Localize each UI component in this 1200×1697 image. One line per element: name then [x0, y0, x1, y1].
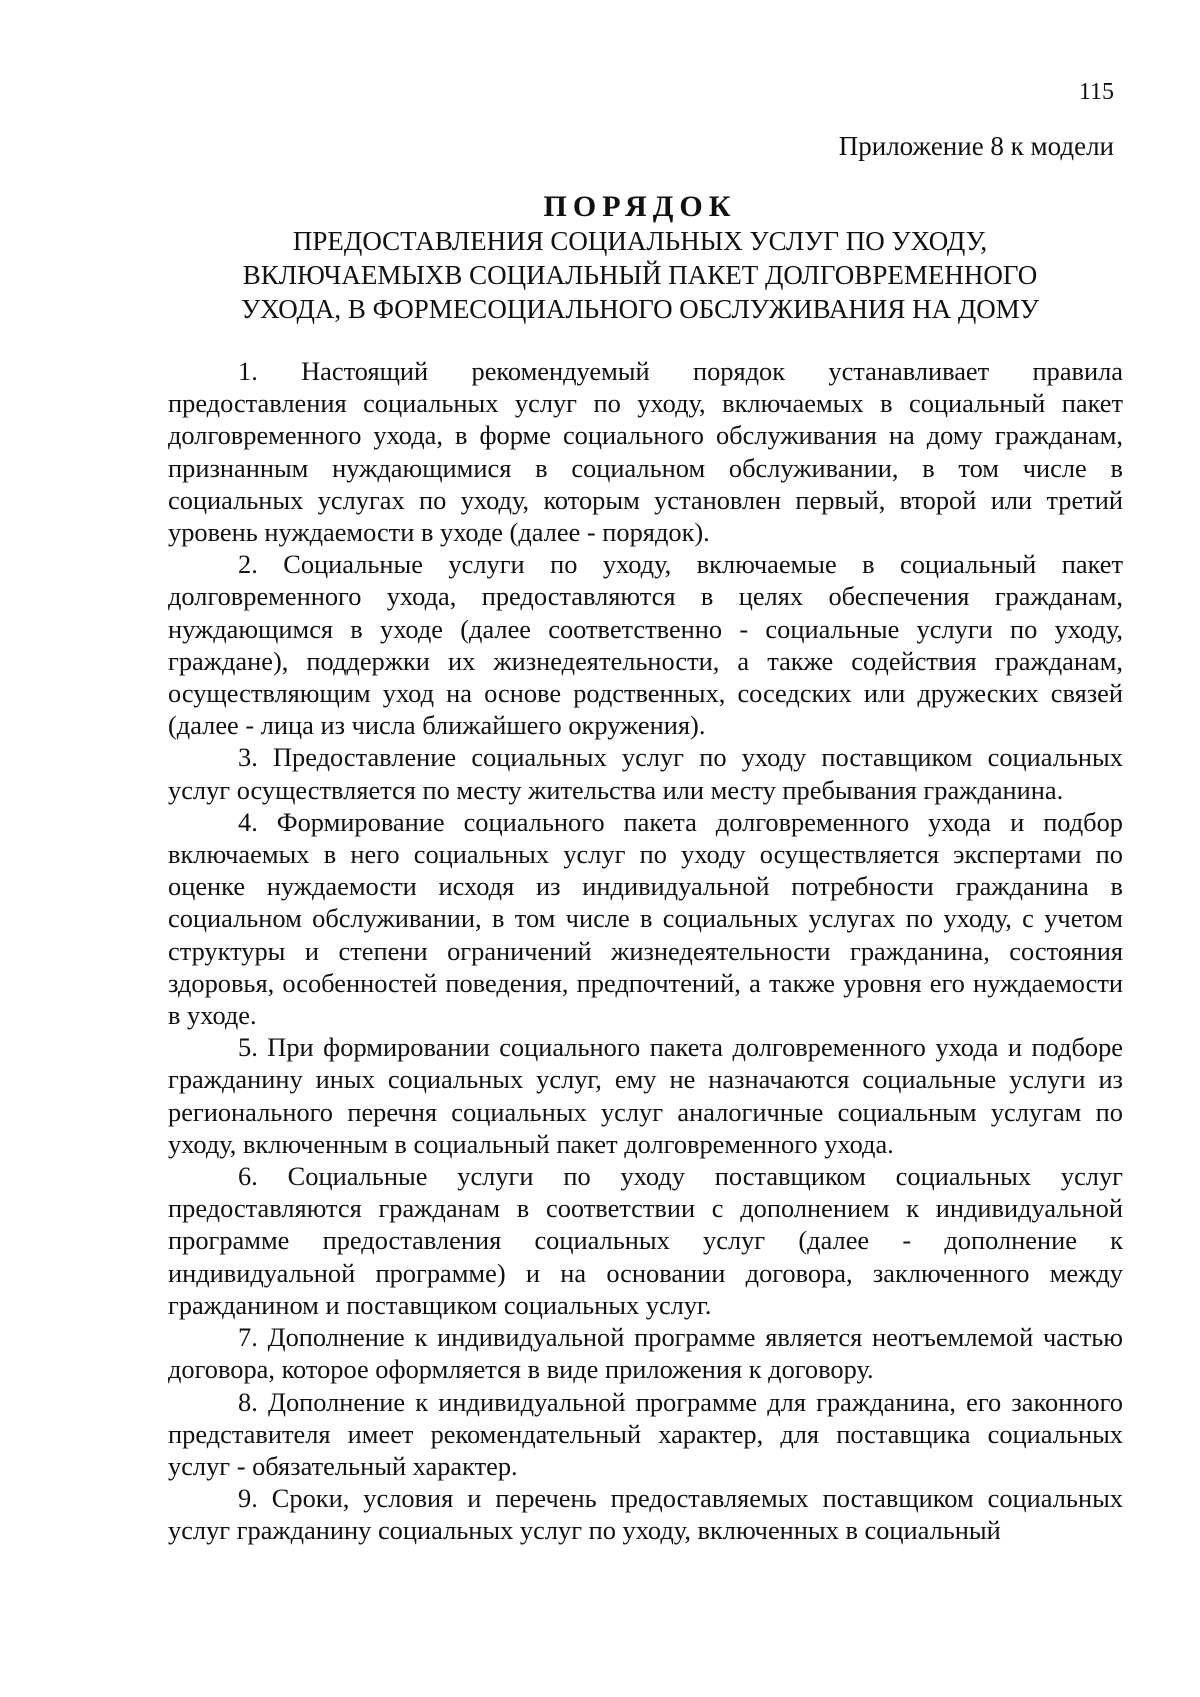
title-main: ПОРЯДОК	[543, 190, 737, 223]
document-title	[150, 190, 1130, 326]
paragraph-4: 4. Формирование социального пакета долговременного ухода и подбор включаемых в него социальных услуг по уходу осуществляется экспертами по оценке нуждаемости исходя из индивидуальной потребности гражданина в социальном обслуживании, в том числе в социальных услугах по уходу, с учетом структуры и степени ограничений жизнедеятельности гражданина, состояния здоровья, особенностей поведения, предпочтений, а также уровня его нуждаемости в уходе.	[168, 806, 1123, 1031]
paragraph-3: 3. Предоставление социальных услуг по уходу поставщиком социальных услуг осуществляется по месту жительства или месту пребывания гражданина.	[168, 742, 1123, 805]
paragraph-8: 8. Дополнение к индивидуальной программе для гражданина, его законного представителя имеет рекомендательный характер, для поставщика социальных услуг - обязательный характер.	[168, 1386, 1123, 1481]
title-line: ВКЛЮЧАЕМЫХВ СОЦИАЛЬНЫЙ ПАКЕТ ДОЛГОВРЕМЕННОГО	[242, 260, 1038, 290]
paragraph-5: 5. При формировании социального пакета долговременного ухода и подборе гражданину иных социальных услуг, ему не назначаются социальные услуги из регионального перечня социальных услуг аналогичные социальным услугам по уходу, включенным в социальный пакет долговременного ухода.	[168, 1032, 1123, 1159]
paragraph-9: 9. Сроки, условия и перечень предоставляемых поставщиком социальных услуг гражданину социальных услуг по уходу, включенных в социальный	[168, 1483, 1123, 1546]
paragraph-2: 2. Социальные услуги по уходу, включаемые в социальный пакет долговременного ухода, предоставляются в целях обеспечения гражданам, нуждающимся в уходе (далее соответственно - социальные услуги по уходу, граждане), поддержки их жизнедеятельности, а также содействия гражданам, осуществляющим уход на основе родственных, соседских или дружеских связей (далее - лица из числа ближайшего окружения).	[168, 549, 1123, 741]
paragraph-6: 6. Социальные услуги по уходу поставщиком социальных услуг предоставляются гражданам в соответствии с дополнением к индивидуальной программе предоставления социальных услуг (далее - дополнение к индивидуальной программе) и на основании договора, заключенного между гражданином и поставщиком социальных услуг.	[168, 1161, 1123, 1320]
paragraph-1: 1. Настоящий рекомендуемый порядок устанавливает правила предоставления социальных услуг по уходу, включаемых в социальный пакет долговременного ухода, в форме социального обслуживания на дому гражданам, признанным нуждающимися в социальном обслуживании, в том числе в социальных услугах по уходу, которым установлен первый, второй или третий уровень нуждаемости в уходе (далее - порядок).	[168, 356, 1123, 548]
title-line: УХОДА, В ФОРМЕСОЦИАЛЬНОГО ОБСЛУЖИВАНИЯ НА ДОМУ	[241, 294, 1039, 324]
title-line: ПРЕДОСТАВЛЕНИЯ СОЦИАЛЬНЫХ УСЛУГ ПО УХОДУ,	[292, 226, 988, 256]
paragraph-7: 7. Дополнение к индивидуальной программе является неотъемлемой частью договора, которое оформляется в виде приложения к договору.	[168, 1322, 1123, 1385]
body-text	[168, 355, 1123, 1547]
page-number: 115	[1078, 79, 1114, 105]
appendix-label: Приложение 8 к модели	[838, 131, 1114, 161]
